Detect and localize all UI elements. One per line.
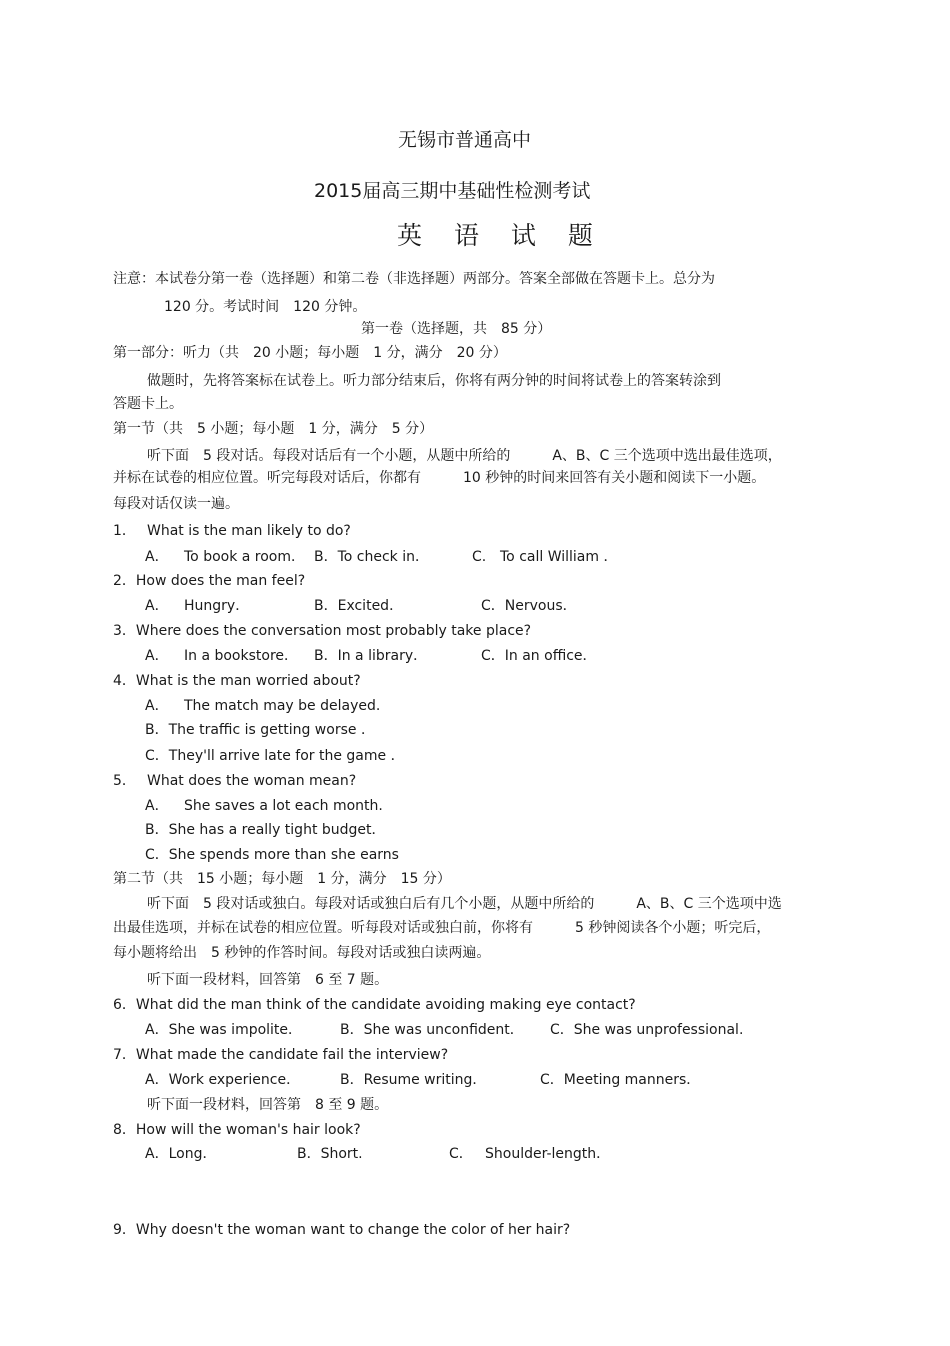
question-2-option-c: C．Nervous． — [481, 598, 577, 614]
section1-instruction-2: 并标在试卷的相应位置。听完每段对话后，你都有 10 秒钟的时间来回答有关小题和阅读下一小题。 — [113, 470, 766, 486]
material-intro-6-7: 听下面一段材料，回答第 6 至 7 题。 — [147, 972, 389, 988]
notice-line-1: 注意：本试卷分第一卷（选择题）和第二卷（非选择题）两部分。答案全部做在答题卡上。总分为 — [113, 271, 715, 287]
question-7-option-a: A．Work experience． — [145, 1072, 301, 1088]
question-2-text: 2．How does the man feel? — [113, 573, 306, 589]
question-8-text: 8．How will the woman's hair look? — [113, 1122, 361, 1138]
section2-heading: 第二节（共 15 小题；每小题 1 分，满分 15 分） — [113, 871, 451, 887]
question-6-option-b: B．She was unconfident． — [340, 1022, 524, 1038]
question-1-option-c-label: C. — [472, 549, 487, 565]
question-6-option-a: A．She was impolite． — [145, 1022, 303, 1038]
question-8-option-a: A．Long． — [145, 1146, 217, 1162]
question-7-text: 7．What made the candidate fail the interview? — [113, 1047, 449, 1063]
question-2-option-b: B．Excited． — [314, 598, 404, 614]
material-intro-8-9: 听下面一段材料，回答第 8 至 9 题。 — [147, 1097, 389, 1113]
section1-instruction-1: 听下面 5 段对话。每段对话后有一个小题，从题中所给的 A、B、C 三个选项中选出最佳选项， — [147, 448, 782, 464]
question-2-option-a-text: Hungry． — [184, 598, 250, 614]
question-8-option-c-label: C． — [449, 1146, 473, 1162]
question-7-option-b: B．Resume writing． — [340, 1072, 487, 1088]
section1-heading: 第一节（共 5 小题；每小题 1 分，满分 5 分） — [113, 421, 434, 437]
exam-title: 2015届高三期中基础性检测考试 — [314, 180, 591, 202]
question-1-option-a-label: A． — [145, 549, 169, 565]
question-4-option-c: C．They'll arrive late for the game ． — [145, 748, 405, 764]
question-8-option-c-text: Shoulder-length． — [485, 1146, 611, 1162]
question-4-option-a-text: The match may be delayed. — [184, 698, 381, 714]
question-6-option-c: C．She was unprofessional. — [550, 1022, 744, 1038]
part1-heading: 第一部分：听力（共 20 小题；每小题 1 分，满分 20 分） — [113, 345, 507, 361]
question-3-option-a-label: A． — [145, 648, 169, 664]
subject-title: 英 语 试 题 — [397, 221, 605, 250]
part1-instruction-2: 答题卡上。 — [113, 396, 183, 412]
section2-instruction-1: 听下面 5 段对话或独白。每段对话或独白后有几个小题，从题中所给的 A、B、C 三个选项中选 — [147, 896, 782, 912]
question-9-text: 9．Why doesn't the woman want to change the color of her hair? — [113, 1222, 571, 1238]
volume1-heading: 第一卷（选择题，共 85 分） — [361, 321, 552, 337]
question-5-text: What does the woman mean? — [147, 773, 357, 789]
question-5-option-a-text: She saves a lot each month. — [184, 798, 383, 814]
question-4-option-b: B．The traffic is getting worse ． — [145, 722, 375, 738]
question-1-text: What is the man likely to do? — [147, 523, 351, 539]
question-5-number: 5． — [113, 773, 136, 789]
question-7-option-c: C．Meeting manners． — [540, 1072, 701, 1088]
question-5-option-c: C．She spends more than she earns — [145, 847, 399, 863]
question-1-option-c-text: To call William ． — [500, 549, 618, 565]
notice-line-2: 120 分。考试时间 120 分钟。 — [164, 299, 367, 315]
question-8-option-b: B．Short. — [297, 1146, 363, 1162]
question-1-option-b: B．To check in． — [314, 549, 429, 565]
question-4-text: 4．What is the man worried about? — [113, 673, 361, 689]
question-4-option-a-label: A． — [145, 698, 169, 714]
question-3-option-c: C．In an office． — [481, 648, 597, 664]
question-1-number: 1． — [113, 523, 136, 539]
question-3-option-a-text: In a bookstore． — [184, 648, 299, 664]
school-title: 无锡市普通高中 — [398, 129, 532, 151]
section2-instruction-2: 出最佳选项，并标在试卷的相应位置。听每段对话或独白前，你将有 5 秒钟阅读各个小题；听完后， — [113, 920, 771, 936]
question-1-option-a-text: To book a room． — [184, 549, 306, 565]
question-5-option-b: B．She has a really tight budget． — [145, 822, 386, 838]
question-3-option-b: B．In a library． — [314, 648, 428, 664]
question-3-text: 3．Where does the conversation most probably take place? — [113, 623, 532, 639]
section1-instruction-3: 每段对话仅读一遍。 — [113, 496, 239, 512]
part1-instruction-1: 做题时，先将答案标在试卷上。听力部分结束后，你将有两分钟的时间将试卷上的答案转涂到 — [147, 373, 721, 389]
question-6-text: 6．What did the man think of the candidate avoiding making eye contact? — [113, 997, 636, 1013]
question-2-option-a-label: A． — [145, 598, 169, 614]
question-5-option-a-label: A． — [145, 798, 169, 814]
section2-instruction-3: 每小题将给出 5 秒钟的作答时间。每段对话或独白读两遍。 — [113, 945, 491, 961]
